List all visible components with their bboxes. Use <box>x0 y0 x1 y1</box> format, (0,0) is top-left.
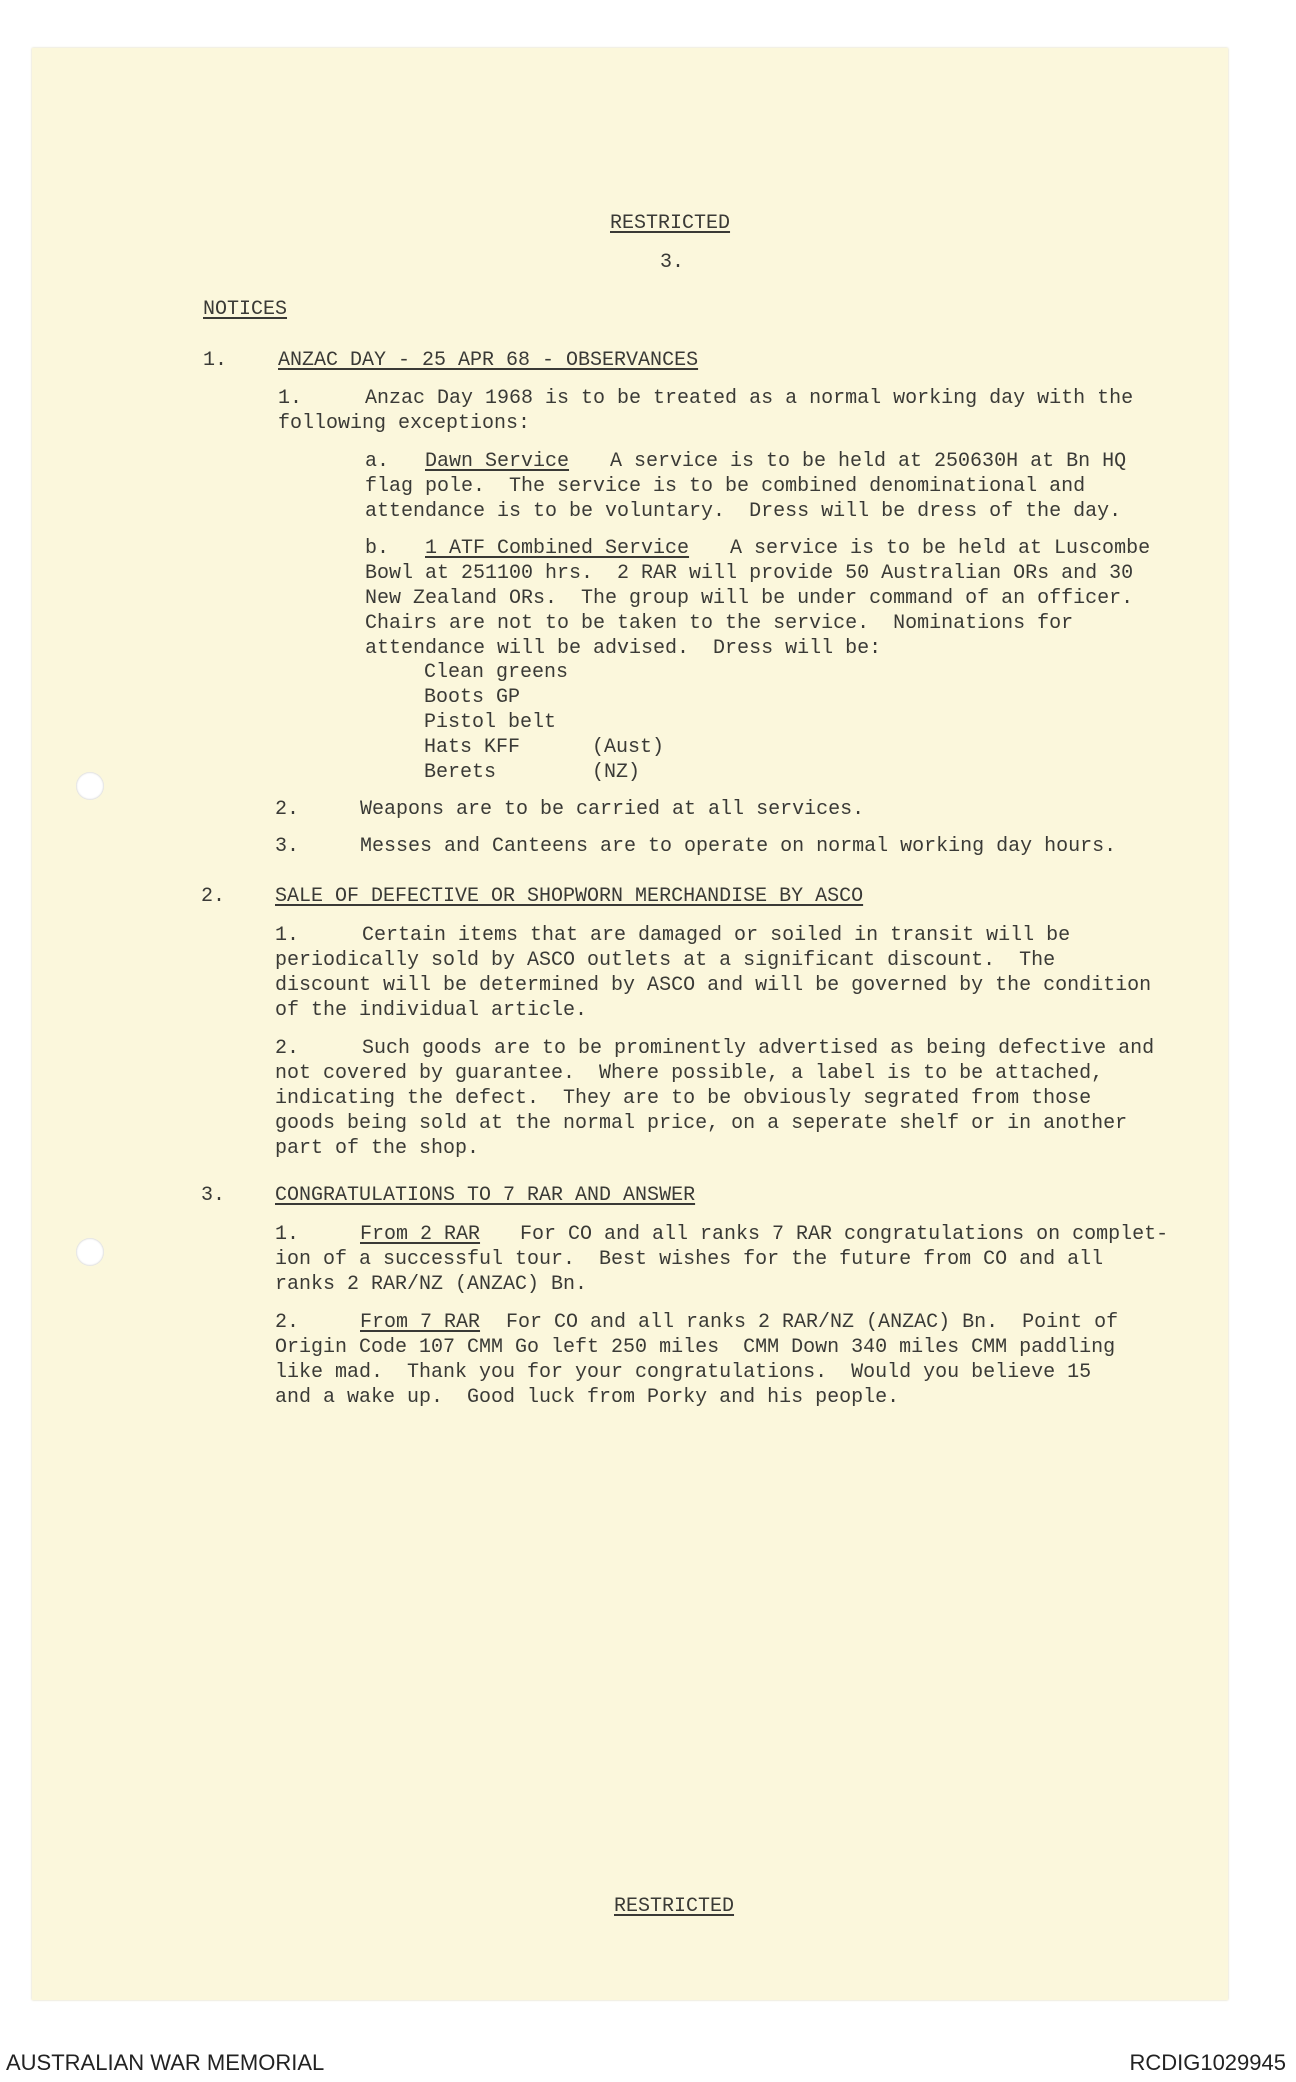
item-label: a. <box>365 450 390 473</box>
text-line: Messes and Canteens are to operate on normal working day hours. <box>360 835 1117 858</box>
para-number: 3. <box>275 835 300 858</box>
item-label: b. <box>365 537 390 560</box>
archive-institution: AUSTRALIAN WAR MEMORIAL <box>6 2050 325 2075</box>
text-line: Bowl at 251100 hrs. 2 RAR will provide 50 Australian ORs and 30 <box>365 562 1134 585</box>
para-number: 1. <box>275 1223 300 1246</box>
para-number: 1. <box>275 924 300 947</box>
text-line: of the individual article. <box>275 999 588 1022</box>
archive-id: RCDIG1029945 <box>1129 2050 1286 2075</box>
text-line: ranks 2 RAR/NZ (ANZAC) Bn. <box>275 1273 588 1296</box>
section-heading: ANZAC DAY - 25 APR 68 - OBSERVANCES <box>278 349 699 372</box>
dress-item: Berets (NZ) <box>424 761 641 784</box>
text-line: attendance will be advised. Dress will be: <box>365 637 882 660</box>
document-page <box>32 48 1228 2000</box>
para-number: 2. <box>275 1037 300 1060</box>
page-number: 3. <box>660 251 685 274</box>
text-line: Certain items that are damaged or soiled in transit will be <box>362 924 1071 947</box>
text-line: like mad. Thank you for your congratulations. Would you believe 15 <box>275 1361 1092 1384</box>
text-line: A service is to be held at Luscombe <box>730 537 1151 560</box>
dress-item: Clean greens <box>424 661 569 684</box>
text-line: Such goods are to be prominently advertised as being defective and <box>362 1037 1155 1060</box>
text-line: goods being sold at the normal price, on a seperate shelf or in another <box>275 1112 1128 1135</box>
para-number: 2. <box>275 1311 300 1334</box>
notices-title: NOTICES <box>203 298 288 321</box>
classification-header: RESTRICTED <box>610 212 731 235</box>
section-heading: CONGRATULATIONS TO 7 RAR AND ANSWER <box>275 1184 696 1207</box>
text-line: flag pole. The service is to be combined denominational and <box>365 475 1086 498</box>
text-line: For CO and all ranks 2 RAR/NZ (ANZAC) Bn. Point of <box>506 1311 1119 1334</box>
text-line: Weapons are to be carried at all services. <box>360 798 865 821</box>
section-heading: SALE OF DEFECTIVE OR SHOPWORN MERCHANDISE BY ASCO <box>275 885 864 908</box>
section-number: 3. <box>201 1184 226 1207</box>
punch-hole <box>76 1238 104 1266</box>
text-line: part of the shop. <box>275 1137 480 1160</box>
text-line: periodically sold by ASCO outlets at a significant discount. The <box>275 949 1056 972</box>
text-line: Origin Code 107 CMM Go left 250 miles CMM Down 340 miles CMM paddling <box>275 1336 1116 1359</box>
dress-item: Boots GP <box>424 686 521 709</box>
para-number: 1. <box>278 387 303 410</box>
para-title: From 7 RAR <box>360 1311 481 1334</box>
para-number: 2. <box>275 798 300 821</box>
text-line: A service is to be held at 250630H at Bn HQ <box>610 450 1127 473</box>
para-title: From 2 RAR <box>360 1223 481 1246</box>
text-line: For CO and all ranks 7 RAR congratulations on complet- <box>520 1223 1169 1246</box>
dress-item: Pistol belt <box>424 711 557 734</box>
text-line: and a wake up. Good luck from Porky and his people. <box>275 1386 900 1409</box>
text-line: indicating the defect. They are to be obviously segrated from those <box>275 1087 1092 1110</box>
item-title: Dawn Service <box>425 450 570 473</box>
text-line: Chairs are not to be taken to the service. Nominations for <box>365 612 1074 635</box>
punch-hole <box>76 772 104 800</box>
text-line: not covered by guarantee. Where possible, a label is to be attached, <box>275 1062 1104 1085</box>
text-line: discount will be determined by ASCO and will be governed by the condition <box>275 974 1152 997</box>
text-line: attendance is to be voluntary. Dress will be dress of the day. <box>365 500 1122 523</box>
section-number: 2. <box>201 885 226 908</box>
text-line: following exceptions: <box>278 412 531 435</box>
section-number: 1. <box>203 349 228 372</box>
text-line: Anzac Day 1968 is to be treated as a normal working day with the <box>365 387 1134 410</box>
classification-footer: RESTRICTED <box>614 1895 735 1918</box>
item-title: 1 ATF Combined Service <box>425 537 690 560</box>
text-line: ion of a successful tour. Best wishes for the future from CO and all <box>275 1248 1104 1271</box>
text-line: New Zealand ORs. The group will be under command of an officer. <box>365 587 1134 610</box>
dress-item: Hats KFF (Aust) <box>424 736 665 759</box>
